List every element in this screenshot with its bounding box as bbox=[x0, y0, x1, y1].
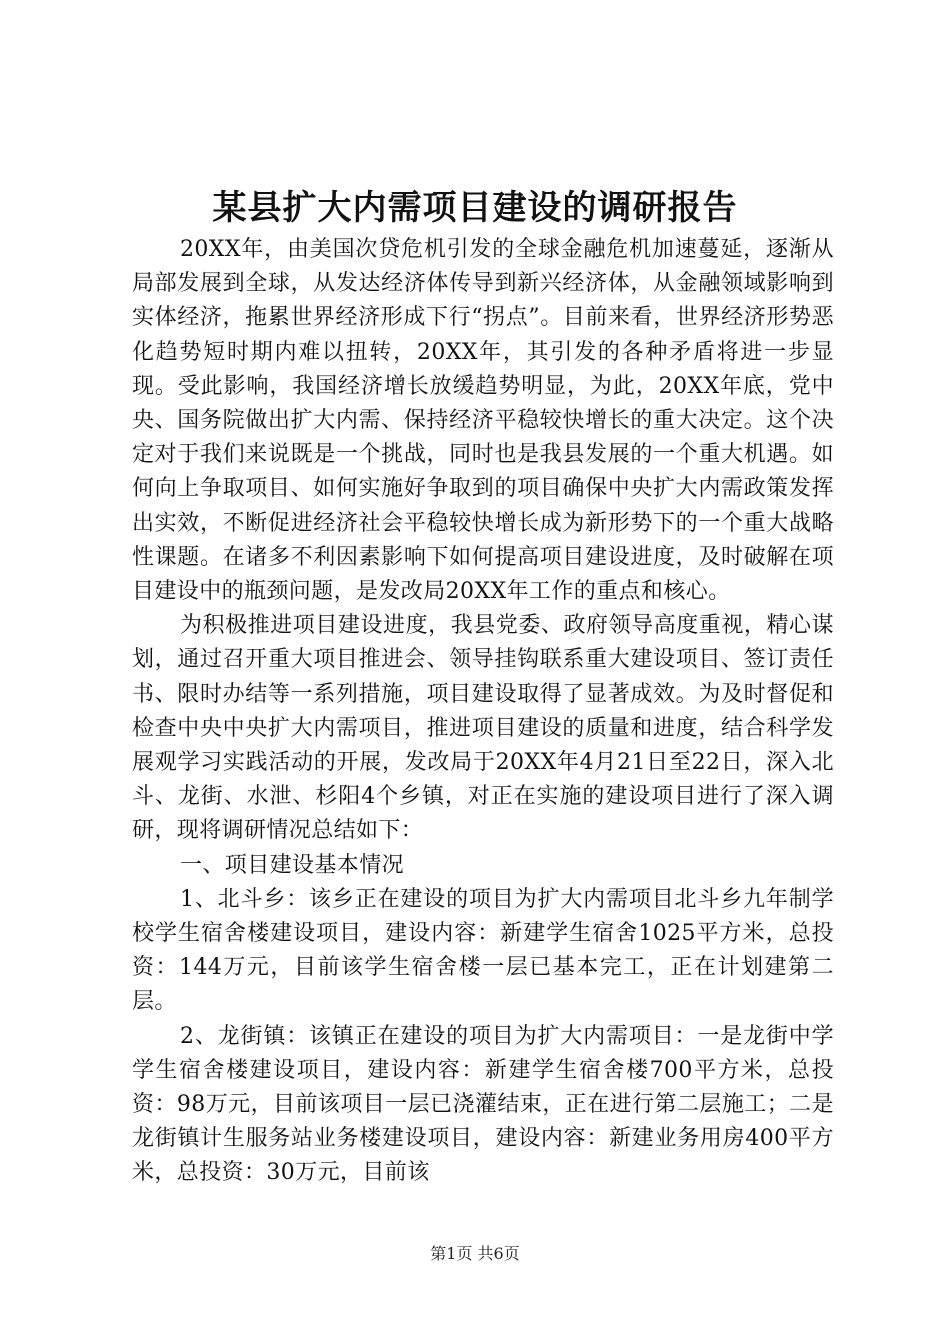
paragraph-beidou: 1、北斗乡：该乡正在建设的项目为扩大内需项目北斗乡九年制学校学生宿舍楼建设项目，建设内容：新建学生宿舍1025平方米，总投资：144万元，目前该学生宿舍楼一层已基本完工，正在计划建第二层。 bbox=[132, 886, 834, 1015]
paragraph-longjie: 2、龙街镇：该镇正在建设的项目为扩大内需项目：一是龙街中学学生宿舍楼建设项目，建设内容：新建学生宿舍楼700平方米，总投资：98万元，目前该项目一层已浇灌结束，正在进行第二层施工；二是龙街镇计生服务站业务楼建设项目，建设内容：新建业务用房400平方米，总投资：30万元，目前该 bbox=[132, 1023, 834, 1186]
document-title: 某县扩大内需项目建设的调研报告 bbox=[212, 188, 738, 228]
document-body bbox=[132, 233, 834, 1191]
section-heading-basic-situation: 一、项目建设基本情况 bbox=[180, 852, 405, 878]
page-footer: 第1页 共6页 bbox=[430, 1244, 520, 1263]
paragraph-background: 20XX年，由美国次贷危机引发的全球金融危机加速蔓延，逐渐从局部发展到全球，从发达经济体传导到新兴经济体，从金融领域影响到实体经济，拖累世界经济形成下行“拐点”。目前来看，世界经济形势恶化趋势短时期内难以扭转，20XX年，其引发的各种矛盾将进一步显现。受此影响，我国经济增长放缓趋势明显，为此，20XX年底，党中央、国务院做出扩大内需、保持经济平稳较快增长的重大决定。这个决定对于我们来说既是一个挑战，同时也是我县发展的一个重大机遇。如何向上争取项目、如何实施好争取到的项目确保中央扩大内需政策发挥出实效，不断促进经济社会平稳较快增长成为新形势下的一个重大战略性课题。在诸多不利因素影响下如何提高项目建设进度，及时破解在项目建设中的瓶颈问题，是发改局20XX年工作的重点和核心。 bbox=[132, 237, 834, 605]
paragraph-purpose: 为积极推进项目建设进度，我县党委、政府领导高度重视，精心谋划，通过召开重大项目推进会、领导挂钩联系重大建设项目、签订责任书、限时办结等一系列措施，项目建设取得了显著成效。为及时督促和检查中央中央扩大内需项目，推进项目建设的质量和进度，结合科学发展观学习实践活动的开展，发改局于20XX年4月21日至22日，深入北斗、龙街、水泄、杉阳4个乡镇，对正在实施的建设项目进行了深入调研，现将调研情况总结如下： bbox=[132, 613, 834, 844]
